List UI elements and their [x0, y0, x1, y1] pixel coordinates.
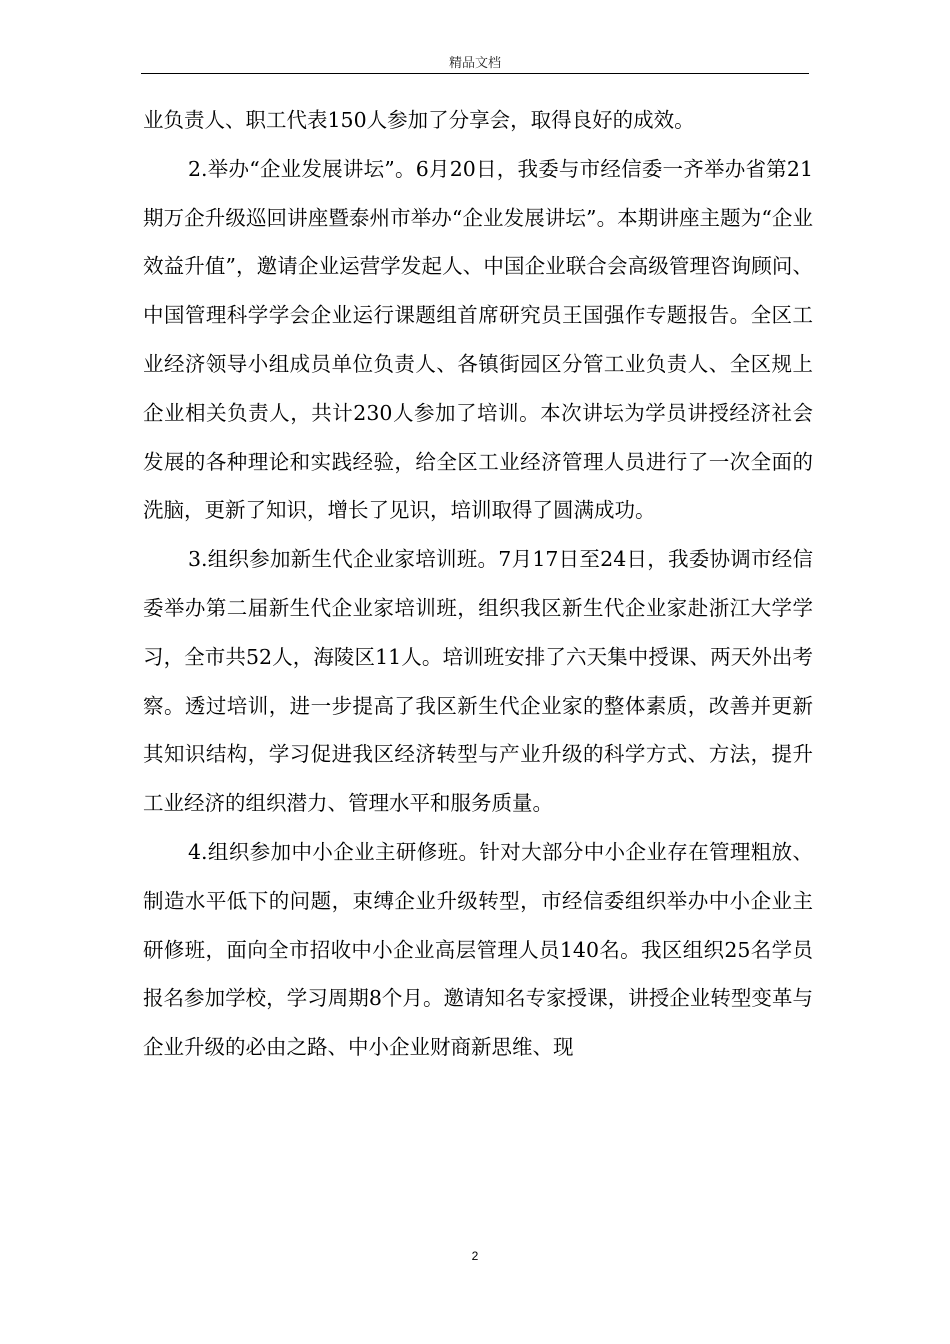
paragraph-item-4: 4.组织参加中小企业主研修班。针对大部分中小企业存在管理粗放、制造水平低下的问题，束缚企业升级转型，市经信委组织举办中小企业主研修班，面向全市招收中小企业高层管理人员140名。我区组织25名学员报名参加学校，学习周期8个月。邀请知名专家授课，讲授企业转型变革与企业升级的必由之路、中小企业财商新思维、现 [143, 839, 813, 1060]
page-number: 2 [471, 1249, 479, 1263]
paragraph-continuation: 业负责人、职工代表150人参加了分享会，取得良好的成效。 [143, 108, 695, 132]
page-header: 精品文档 [448, 56, 501, 71]
document-body [143, 96, 813, 1072]
paragraph-item-3: 3.组织参加新生代企业家培训班。7月17日至24日，我委协调市经信委举办第二届新生代企业家培训班，组织我区新生代企业家赴浙江大学学习，全市共52人，海陵区11人。培训班安排了六天集中授课、两天外出考察。透过培训，进一步提高了我区新生代企业家的整体素质，改善并更新其知识结构，学习促进我区经济转型与产业升级的科学方式、方法，提升工业经济的组织潜力、管理水平和服务质量。 [143, 547, 813, 816]
header-rule [141, 73, 809, 74]
paragraph-item-2: 2.举办“企业发展讲坛”。6月20日，我委与市经信委一齐举办省第21期万企升级巡回讲座暨泰州市举办“企业发展讲坛”。本期讲座主题为“企业效益升值”，邀请企业运营学发起人、中国企业联合会高级管理咨询顾问、中国管理科学学会企业运行课题组首席研究员王国强作专题报告。全区工业经济领导小组成员单位负责人、各镇街园区分管工业负责人、全区规上企业相关负责人，共计230人参加了培训。本次讲坛为学员讲授经济社会发展的各种理论和实践经验，给全区工业经济管理人员进行了一次全面的洗脑，更新了知识，增长了见识，培训取得了圆满成功。 [143, 156, 813, 523]
